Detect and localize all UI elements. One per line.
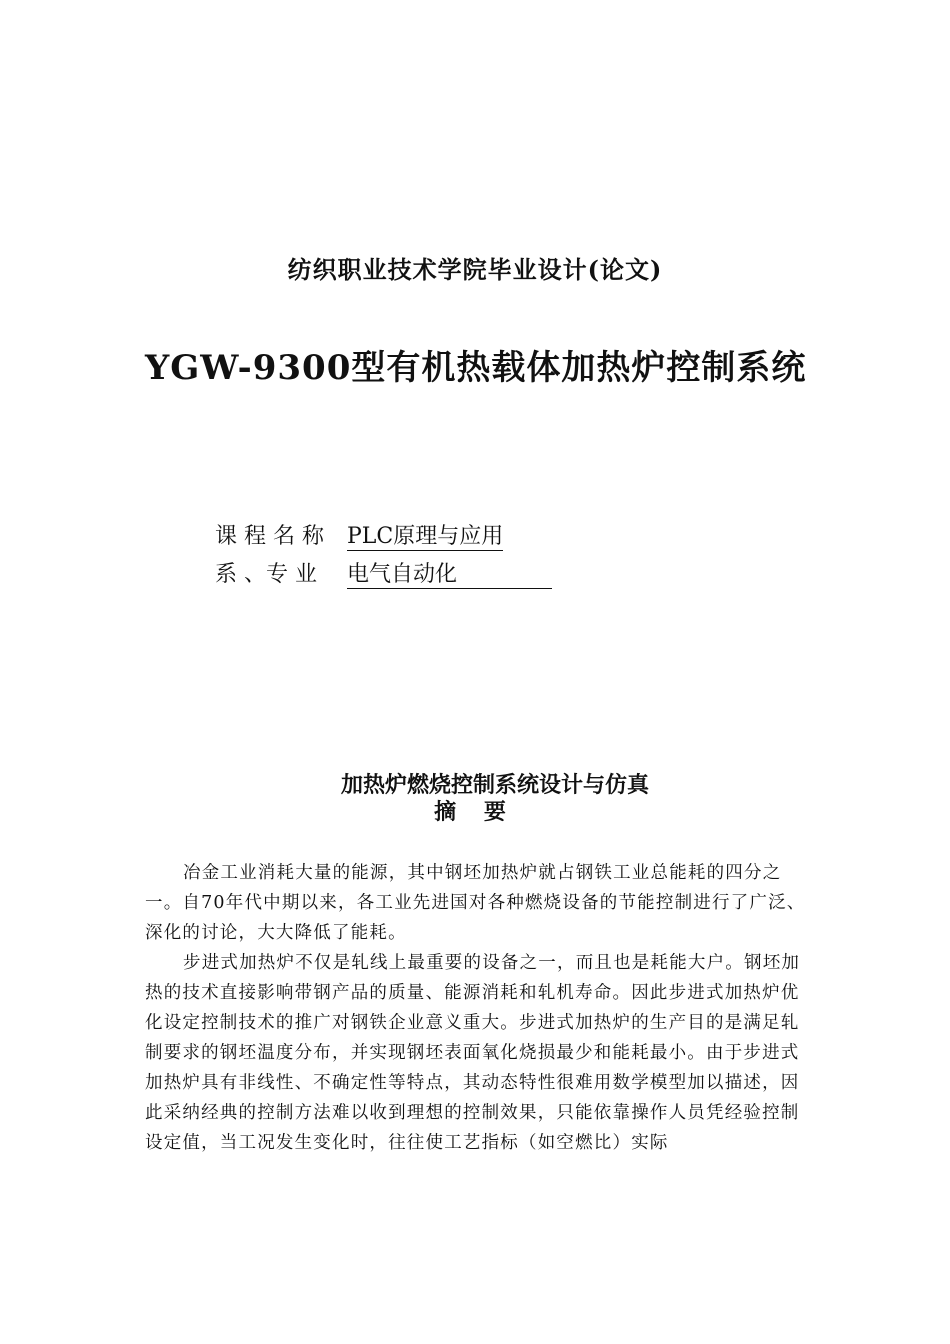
- course-value: PLC原理与应用: [347, 524, 504, 549]
- course-row: [215, 518, 552, 556]
- abstract-body: [145, 858, 815, 1158]
- abstract-label: 摘 要: [434, 799, 516, 825]
- cover-info: [215, 518, 552, 594]
- abstract-heading: 加热炉燃烧控制系统设计与仿真: [340, 772, 649, 798]
- abstract-paragraph-2: 步进式加热炉不仅是轧线上最重要的设备之一，而且也是耗能大户。钢坯加热的技术直接影响带钢产品的质量、能源消耗和轧机寿命。因此步进式加热炉优化设定控制技术的推广对钢铁企业意义重大。步进式加热炉的生产目的是满足轧制要求的钢坯温度分布，并实现钢坯表面氧化烧损最少和能耗最小。由于步进式加热炉具有非线性、不确定性等特点，其动态特性很难用数学模型加以描述，因此采纳经典的控制方法难以收到理想的控制效果，只能依靠操作人员凭经验控制设定值，当工况发生变化时，往往使工艺指标（如空燃比）实际: [145, 953, 801, 1153]
- thesis-title: YGW-9300型有机热载体加热炉控制系统: [145, 348, 807, 388]
- major-row: [215, 556, 552, 594]
- abstract-paragraph-1: 冶金工业消耗大量的能源，其中钢坯加热炉就占钢铁工业总能耗的四分之一。自70年代中期以来，各工业先进国对各种燃烧设备的节能控制进行了广泛、深化的讨论，大大降低了能耗。: [145, 863, 806, 943]
- school-title: 纺织职业技术学院毕业设计(论文): [287, 255, 663, 284]
- major-label: 系 、专 业: [215, 562, 317, 587]
- course-label: 课 程 名 称: [215, 524, 324, 549]
- major-value: 电气自动化: [347, 562, 552, 589]
